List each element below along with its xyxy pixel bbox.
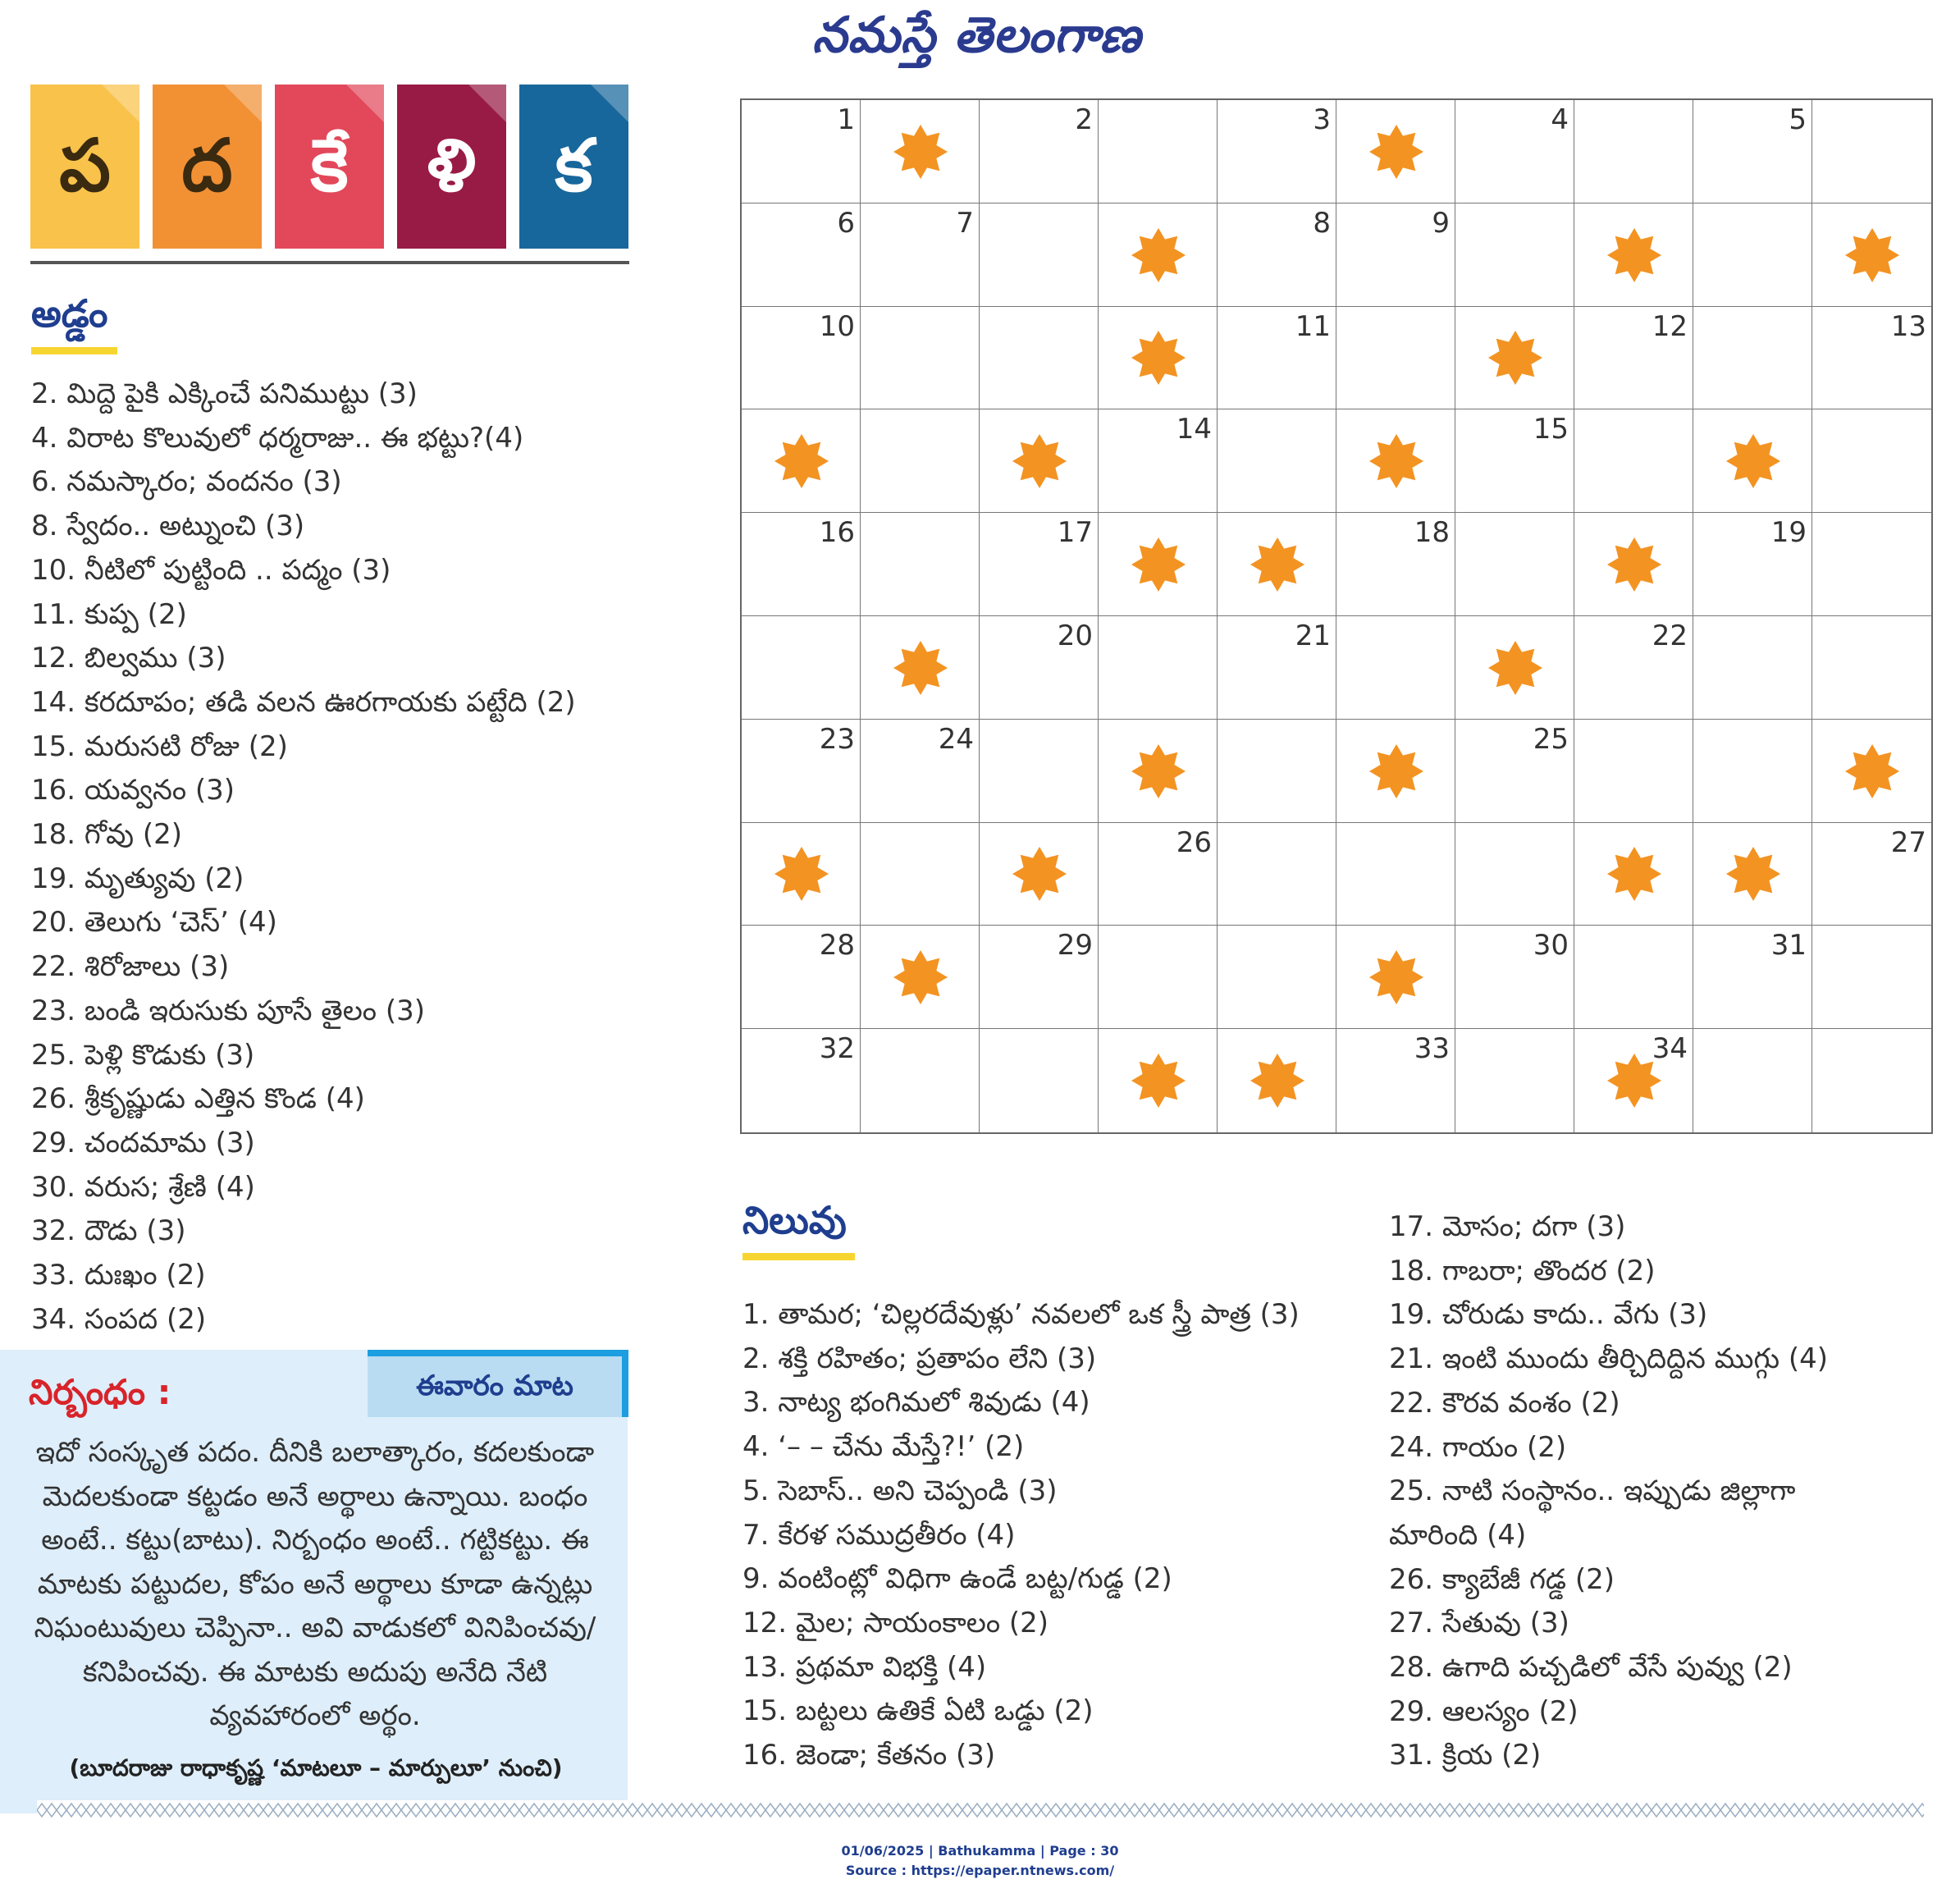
grid-cell-number: 29 [1057, 929, 1093, 963]
grid-cell[interactable] [1812, 307, 1931, 410]
grid-cell-number: 12 [1652, 309, 1688, 343]
grid-cell-number: 25 [1533, 722, 1569, 756]
word-of-week-body: ఇదో సంస్కృత పదం. దీనికి బలాత్కారం, కదలకుండా మెదలకుండా కట్టడం అనే అర్థాలు ఉన్నాయి. బంధం అంటే.. కట్టు(బాటు). నిర్బంధం అంటే.. గట్టికట్టు. ఈ మాటకు పట్టుదల, కోపం అనే అర్థాలు కూడా ఉన్నట్లు నిఘంటువులు చెప్పినా.. అవి వాడుకలో వినిపించవు/ కనిపించవు. ఈ మాటకు అదుపు అనేది నేటి వ్యవహారంలో అర్థం. [34, 1436, 596, 1732]
grid-cell[interactable] [1455, 100, 1574, 203]
grid-cell-number: 4 [1551, 103, 1569, 136]
down-heading: నిలువు [742, 1198, 847, 1242]
tile-fold-corner [346, 85, 384, 122]
grid-cell-number: 19 [1770, 516, 1807, 550]
grid-cell[interactable] [742, 1029, 861, 1132]
grid-cell [1218, 513, 1336, 616]
blocked-cell-star-icon [1368, 949, 1425, 1006]
blocked-cell-star-icon [1843, 226, 1901, 284]
grid-cell [1455, 307, 1574, 410]
grid-cell[interactable] [742, 513, 861, 616]
grid-cell-number: 1 [837, 103, 855, 136]
grid-cell[interactable] [1099, 926, 1218, 1029]
grid-cell-number: 14 [1176, 413, 1212, 446]
grid-cell [742, 823, 861, 926]
blocked-cell-star-icon [1487, 329, 1544, 386]
grid-cell[interactable] [1693, 720, 1812, 823]
across-clue: 26. శ్రీకృష్ణుడు ఎత్తిన కొండ (4) [31, 1082, 365, 1116]
blocked-cell-star-icon [773, 845, 830, 903]
down-clue: 21. ఇంటి ముందు తీర్చిదిద్దిన ముగ్గు (4) [1389, 1342, 1828, 1376]
blocked-cell-star-icon [1130, 536, 1187, 593]
grid-cell-number: 11 [1295, 309, 1331, 343]
down-clue: 18. గాబరా; తొందర (2) [1389, 1254, 1656, 1287]
grid-cell-number: 31 [1770, 929, 1807, 963]
grid-cell-number: 13 [1890, 309, 1926, 343]
down-clue: 4. ‘– – చేను మేస్తే?!’ (2) [742, 1430, 1025, 1464]
grid-cell[interactable] [1218, 823, 1336, 926]
blocked-cell-star-icon [773, 432, 830, 490]
tile-fold-corner [102, 85, 139, 122]
grid-cell[interactable] [980, 307, 1099, 410]
grid-cell-number: 24 [938, 722, 974, 756]
grid-cell-number: 17 [1057, 516, 1093, 550]
grid-cell[interactable] [1336, 616, 1455, 720]
grid-cell[interactable] [980, 926, 1099, 1029]
grid-cell [861, 616, 980, 720]
grid-cell [1099, 720, 1218, 823]
across-clue: 8. స్వేదం.. అట్నుంచి (3) [31, 510, 305, 543]
across-heading: అడ్డం [31, 291, 108, 336]
grid-cell [742, 409, 861, 513]
grid-cell [1099, 513, 1218, 616]
blocked-cell-star-icon [1606, 845, 1663, 903]
grid-cell-number: 3 [1313, 103, 1331, 136]
grid-cell[interactable] [980, 100, 1099, 203]
across-heading-underline [31, 347, 117, 354]
grid-cell [1336, 409, 1455, 513]
blocked-cell-star-icon [1606, 226, 1663, 284]
down-clue: 3. నాట్య భంగిమలో శివుడు (4) [742, 1386, 1090, 1420]
grid-cell-number: 22 [1652, 620, 1688, 652]
grid-cell[interactable] [861, 823, 980, 926]
grid-cell-number: 9 [1432, 206, 1450, 240]
grid-cell[interactable] [1099, 409, 1218, 513]
grid-cell[interactable] [1693, 616, 1812, 720]
grid-cell-number: 21 [1295, 620, 1331, 652]
grid-cell [1218, 1029, 1336, 1132]
grid-cell-number: 10 [819, 309, 855, 343]
masthead: నమస్తే తెలంగాణ [812, 7, 1142, 64]
down-clue: 26. క్యాబేజీ గడ్డ (2) [1389, 1562, 1615, 1596]
blocked-cell-star-icon [1606, 536, 1663, 593]
title-tile-1 [30, 85, 139, 249]
grid-cell[interactable] [742, 720, 861, 823]
grid-cell[interactable] [1693, 513, 1812, 616]
across-clue: 33. దుఃఖం (2) [31, 1259, 206, 1292]
grid-cell[interactable] [1336, 513, 1455, 616]
grid-cell-number: 16 [819, 516, 855, 550]
title-tile-letter: క [555, 123, 593, 208]
blocked-cell-star-icon [1487, 639, 1544, 697]
grid-cell[interactable] [1218, 409, 1336, 513]
grid-cell[interactable] [1336, 823, 1455, 926]
across-clue: 15. మరుసటి రోజు (2) [31, 729, 288, 763]
across-clue: 6. నమస్కారం; వందనం (3) [31, 465, 342, 499]
across-clue: 23. బండి ఇరుసుకు పూసే తైలం (3) [31, 994, 426, 1027]
blocked-cell-star-icon [892, 949, 949, 1006]
across-clue: 30. వరుస; శ్రేణి (4) [31, 1170, 255, 1204]
down-clue: 16. జెండా; కేతనం (3) [742, 1739, 996, 1772]
grid-cell[interactable] [1574, 100, 1693, 203]
across-clue: 2. మిద్దె పైకి ఎక్కించే పనిముట్టు (3) [31, 377, 418, 410]
grid-cell[interactable] [1336, 307, 1455, 410]
across-clue: 11. కుప్ప (2) [31, 597, 187, 631]
grid-cell[interactable] [1812, 409, 1931, 513]
grid-cell [1812, 203, 1931, 307]
down-clue: 15. బట్టలు ఉతికే ఏటి ఒడ్డు (2) [742, 1694, 1094, 1728]
grid-cell [1693, 823, 1812, 926]
grid-cell[interactable] [1218, 616, 1336, 720]
grid-cell[interactable] [980, 616, 1099, 720]
across-clue: 29. చందమామ (3) [31, 1126, 255, 1159]
grid-cell[interactable] [1099, 100, 1218, 203]
word-of-week-tab-label: ఈవారం మాట [416, 1369, 573, 1402]
blocked-cell-star-icon [1130, 329, 1187, 386]
down-clue-list-column-2 [1389, 1205, 1848, 1778]
down-clue: 24. గాయం (2) [1389, 1430, 1567, 1464]
grid-cell [1099, 1029, 1218, 1132]
grid-cell[interactable] [1574, 307, 1693, 410]
grid-cell[interactable] [1812, 513, 1931, 616]
across-clue: 34. సంపద (2) [31, 1302, 207, 1336]
blocked-cell-star-icon [1249, 536, 1306, 593]
word-of-week-word: నిర్బంధం : [29, 1372, 171, 1412]
down-clue: 9. వంటింట్లో విధిగా ఉండే బట్ట/గుడ్డ (2) [742, 1562, 1172, 1596]
down-clue: 29. ఆలస్యం (2) [1389, 1694, 1579, 1728]
grid-cell[interactable] [1574, 720, 1693, 823]
grid-cell[interactable] [742, 100, 861, 203]
grid-cell [1574, 1029, 1693, 1132]
across-clue: 14. కరదూపం; తడి వలన ఊరగాయకు పట్టేది (2) [31, 685, 576, 719]
grid-cell[interactable] [1574, 409, 1693, 513]
grid-cell[interactable] [1336, 1029, 1455, 1132]
grid-cell[interactable] [1693, 100, 1812, 203]
down-clue: 27. సేతువు (3) [1389, 1607, 1569, 1640]
title-tile-letter: ళి [427, 123, 477, 208]
grid-cell[interactable] [1812, 100, 1931, 203]
grid-cell[interactable] [1218, 307, 1336, 410]
across-clue-list [31, 373, 576, 1342]
decorative-border-strip [37, 1800, 1924, 1820]
grid-cell[interactable] [1693, 203, 1812, 307]
blocked-cell-star-icon [1606, 1052, 1663, 1109]
grid-cell[interactable] [1218, 203, 1336, 307]
blocked-cell-star-icon [892, 123, 949, 181]
grid-cell-number: 15 [1533, 413, 1569, 446]
across-clue: 10. నీటిలో పుట్టింది .. పద్మం (3) [31, 553, 391, 587]
down-clue: 2. శక్తి రహితం; ప్రతాపం లేని (3) [742, 1342, 1097, 1375]
down-clue: 13. ప్రథమా విభక్తి (4) [742, 1650, 987, 1684]
grid-cell[interactable] [1812, 616, 1931, 720]
down-clue: 17. మోసం; దగా (3) [1389, 1210, 1626, 1243]
blocked-cell-star-icon [1011, 432, 1068, 490]
grid-cell[interactable] [861, 1029, 980, 1132]
across-clue: 19. మృత్యువు (2) [31, 862, 244, 895]
title-tile-2 [153, 85, 262, 249]
title-tile-letter: ప [59, 123, 111, 208]
title-tile-letter: కే [310, 123, 349, 208]
blocked-cell-star-icon [1725, 845, 1782, 903]
grid-cell[interactable] [1099, 823, 1218, 926]
across-clue: 22. శిరోజాలు (3) [31, 950, 230, 984]
grid-cell [1099, 307, 1218, 410]
grid-cell[interactable] [1693, 1029, 1812, 1132]
grid-cell[interactable] [1099, 616, 1218, 720]
grid-cell-number: 8 [1313, 206, 1331, 240]
title-tile-4 [397, 85, 506, 249]
grid-cell[interactable] [742, 203, 861, 307]
grid-cell[interactable] [980, 513, 1099, 616]
across-clue: 16. యవ్వనం (3) [31, 774, 235, 807]
grid-cell[interactable] [1455, 1029, 1574, 1132]
grid-cell[interactable] [1812, 823, 1931, 926]
grid-cell[interactable] [980, 203, 1099, 307]
grid-cell[interactable] [1574, 926, 1693, 1029]
grid-cell[interactable] [742, 307, 861, 410]
grid-cell [1336, 100, 1455, 203]
grid-cell[interactable] [1455, 409, 1574, 513]
across-clue: 18. గోవు (2) [31, 818, 182, 852]
grid-cell[interactable] [1693, 307, 1812, 410]
grid-cell [1812, 720, 1931, 823]
down-clue: 25. నాటి సంస్థానం.. ఇప్పుడు జిల్లాగా మారింది (4) [1389, 1475, 1796, 1552]
grid-cell[interactable] [1455, 823, 1574, 926]
grid-cell[interactable] [980, 720, 1099, 823]
down-clue: 31. క్రియ (2) [1389, 1739, 1542, 1772]
tile-fold-corner [591, 85, 628, 122]
grid-cell-number: 2 [1075, 103, 1093, 136]
down-clue: 5. సెబాస్.. అని చెప్పండి (3) [742, 1474, 1058, 1507]
grid-cell[interactable] [1812, 926, 1931, 1029]
grid-cell[interactable] [861, 720, 980, 823]
grid-cell[interactable] [742, 616, 861, 720]
down-clue: 12. మైల; సాయంకాలం (2) [742, 1606, 1049, 1639]
grid-cell-number: 26 [1176, 825, 1212, 859]
grid-cell-number: 30 [1533, 929, 1569, 963]
across-clue: 12. బిల్వము (3) [31, 642, 226, 675]
grid-cell-number: 7 [956, 206, 974, 240]
grid-cell[interactable] [861, 513, 980, 616]
blocked-cell-star-icon [1368, 123, 1425, 181]
grid-cell-number: 28 [819, 929, 855, 963]
grid-cell[interactable] [980, 1029, 1099, 1132]
title-divider [30, 261, 629, 264]
blocked-cell-star-icon [1011, 845, 1068, 903]
title-tile-3 [275, 85, 384, 249]
blocked-cell-star-icon [1843, 743, 1901, 800]
grid-cell [1455, 616, 1574, 720]
grid-cell-number: 23 [819, 722, 855, 756]
footer-source: Source : https://epaper.ntnews.com/ [845, 1863, 1115, 1878]
grid-cell[interactable] [1693, 926, 1812, 1029]
grid-cell [1099, 203, 1218, 307]
across-clue: 20. తెలుగు ‘చెస్’ (4) [31, 906, 277, 940]
across-clue: 32. దౌడు (3) [31, 1214, 186, 1248]
grid-cell [861, 926, 980, 1029]
down-clue: 28. ఉగాది పచ్చడిలో వేసే పువ్వు (2) [1389, 1651, 1793, 1685]
blocked-cell-star-icon [1130, 1052, 1187, 1109]
title-tile-5 [519, 85, 628, 249]
down-clue-list-column-1 [742, 1293, 1300, 1778]
blocked-cell-star-icon [1368, 432, 1425, 490]
grid-cell[interactable] [1218, 100, 1336, 203]
blocked-cell-star-icon [1368, 743, 1425, 800]
down-clue: 7. కేరళ సముద్రతీరం (4) [742, 1518, 1016, 1552]
grid-cell [1336, 720, 1455, 823]
grid-cell[interactable] [1336, 203, 1455, 307]
grid-cell [980, 823, 1099, 926]
crossword-grid [740, 98, 1933, 1134]
grid-cell[interactable] [1455, 513, 1574, 616]
grid-cell [1693, 409, 1812, 513]
blocked-cell-star-icon [1249, 1052, 1306, 1109]
blocked-cell-star-icon [892, 639, 949, 697]
grid-cell [980, 409, 1099, 513]
blocked-cell-star-icon [1130, 226, 1187, 284]
grid-cell-number: 34 [1652, 1032, 1688, 1066]
down-heading-underline [742, 1253, 855, 1260]
grid-cell [861, 100, 980, 203]
grid-cell[interactable] [861, 409, 980, 513]
tile-fold-corner [224, 85, 262, 122]
grid-cell[interactable] [1218, 926, 1336, 1029]
grid-cell[interactable] [742, 926, 861, 1029]
title-tile-letter: ద [181, 123, 233, 208]
grid-cell[interactable] [1812, 1029, 1931, 1132]
footer-date-page: 01/06/2025 | Bathukamma | Page : 30 [841, 1843, 1119, 1859]
grid-cell[interactable] [1455, 926, 1574, 1029]
word-of-week-tab [368, 1350, 628, 1417]
grid-cell [1574, 823, 1693, 926]
grid-cell[interactable] [1218, 720, 1336, 823]
across-clue: 4. విరాట కొలువులో ధర్మరాజు.. ఈ భట్టు?(4) [31, 421, 524, 455]
grid-cell [1336, 926, 1455, 1029]
down-clue: 1. తామర; ‘చిల్లరదేవుళ్లు’ నవలలో ఒక స్త్రీ పాత్ర (3) [742, 1298, 1300, 1331]
blocked-cell-star-icon [1725, 432, 1782, 490]
grid-cell [1574, 203, 1693, 307]
across-clue: 25. పెళ్లి కొడుకు (3) [31, 1038, 255, 1072]
grid-cell [1574, 513, 1693, 616]
grid-cell[interactable] [1574, 616, 1693, 720]
grid-cell[interactable] [1455, 203, 1574, 307]
blocked-cell-star-icon [1130, 743, 1187, 800]
grid-cell-number: 27 [1890, 825, 1926, 859]
down-clue: 19. చోరుడు కాదు.. వేగు (3) [1389, 1298, 1708, 1332]
tile-fold-corner [468, 85, 506, 122]
grid-cell[interactable] [861, 203, 980, 307]
down-clue: 22. కౌరవ వంశం (2) [1389, 1386, 1620, 1420]
grid-cell-number: 5 [1789, 103, 1807, 136]
grid-cell-number: 18 [1414, 516, 1450, 550]
grid-cell-number: 6 [837, 206, 855, 240]
grid-cell-number: 32 [819, 1032, 855, 1066]
grid-cell[interactable] [861, 307, 980, 410]
word-of-week-source: (బూదరాజు రాధాకృష్ణ ‘మాటలూ – మార్పులూ’ నుంచి) [69, 1754, 563, 1781]
grid-cell[interactable] [1455, 720, 1574, 823]
grid-cell-number: 33 [1414, 1032, 1450, 1066]
grid-cell-number: 20 [1057, 620, 1093, 652]
